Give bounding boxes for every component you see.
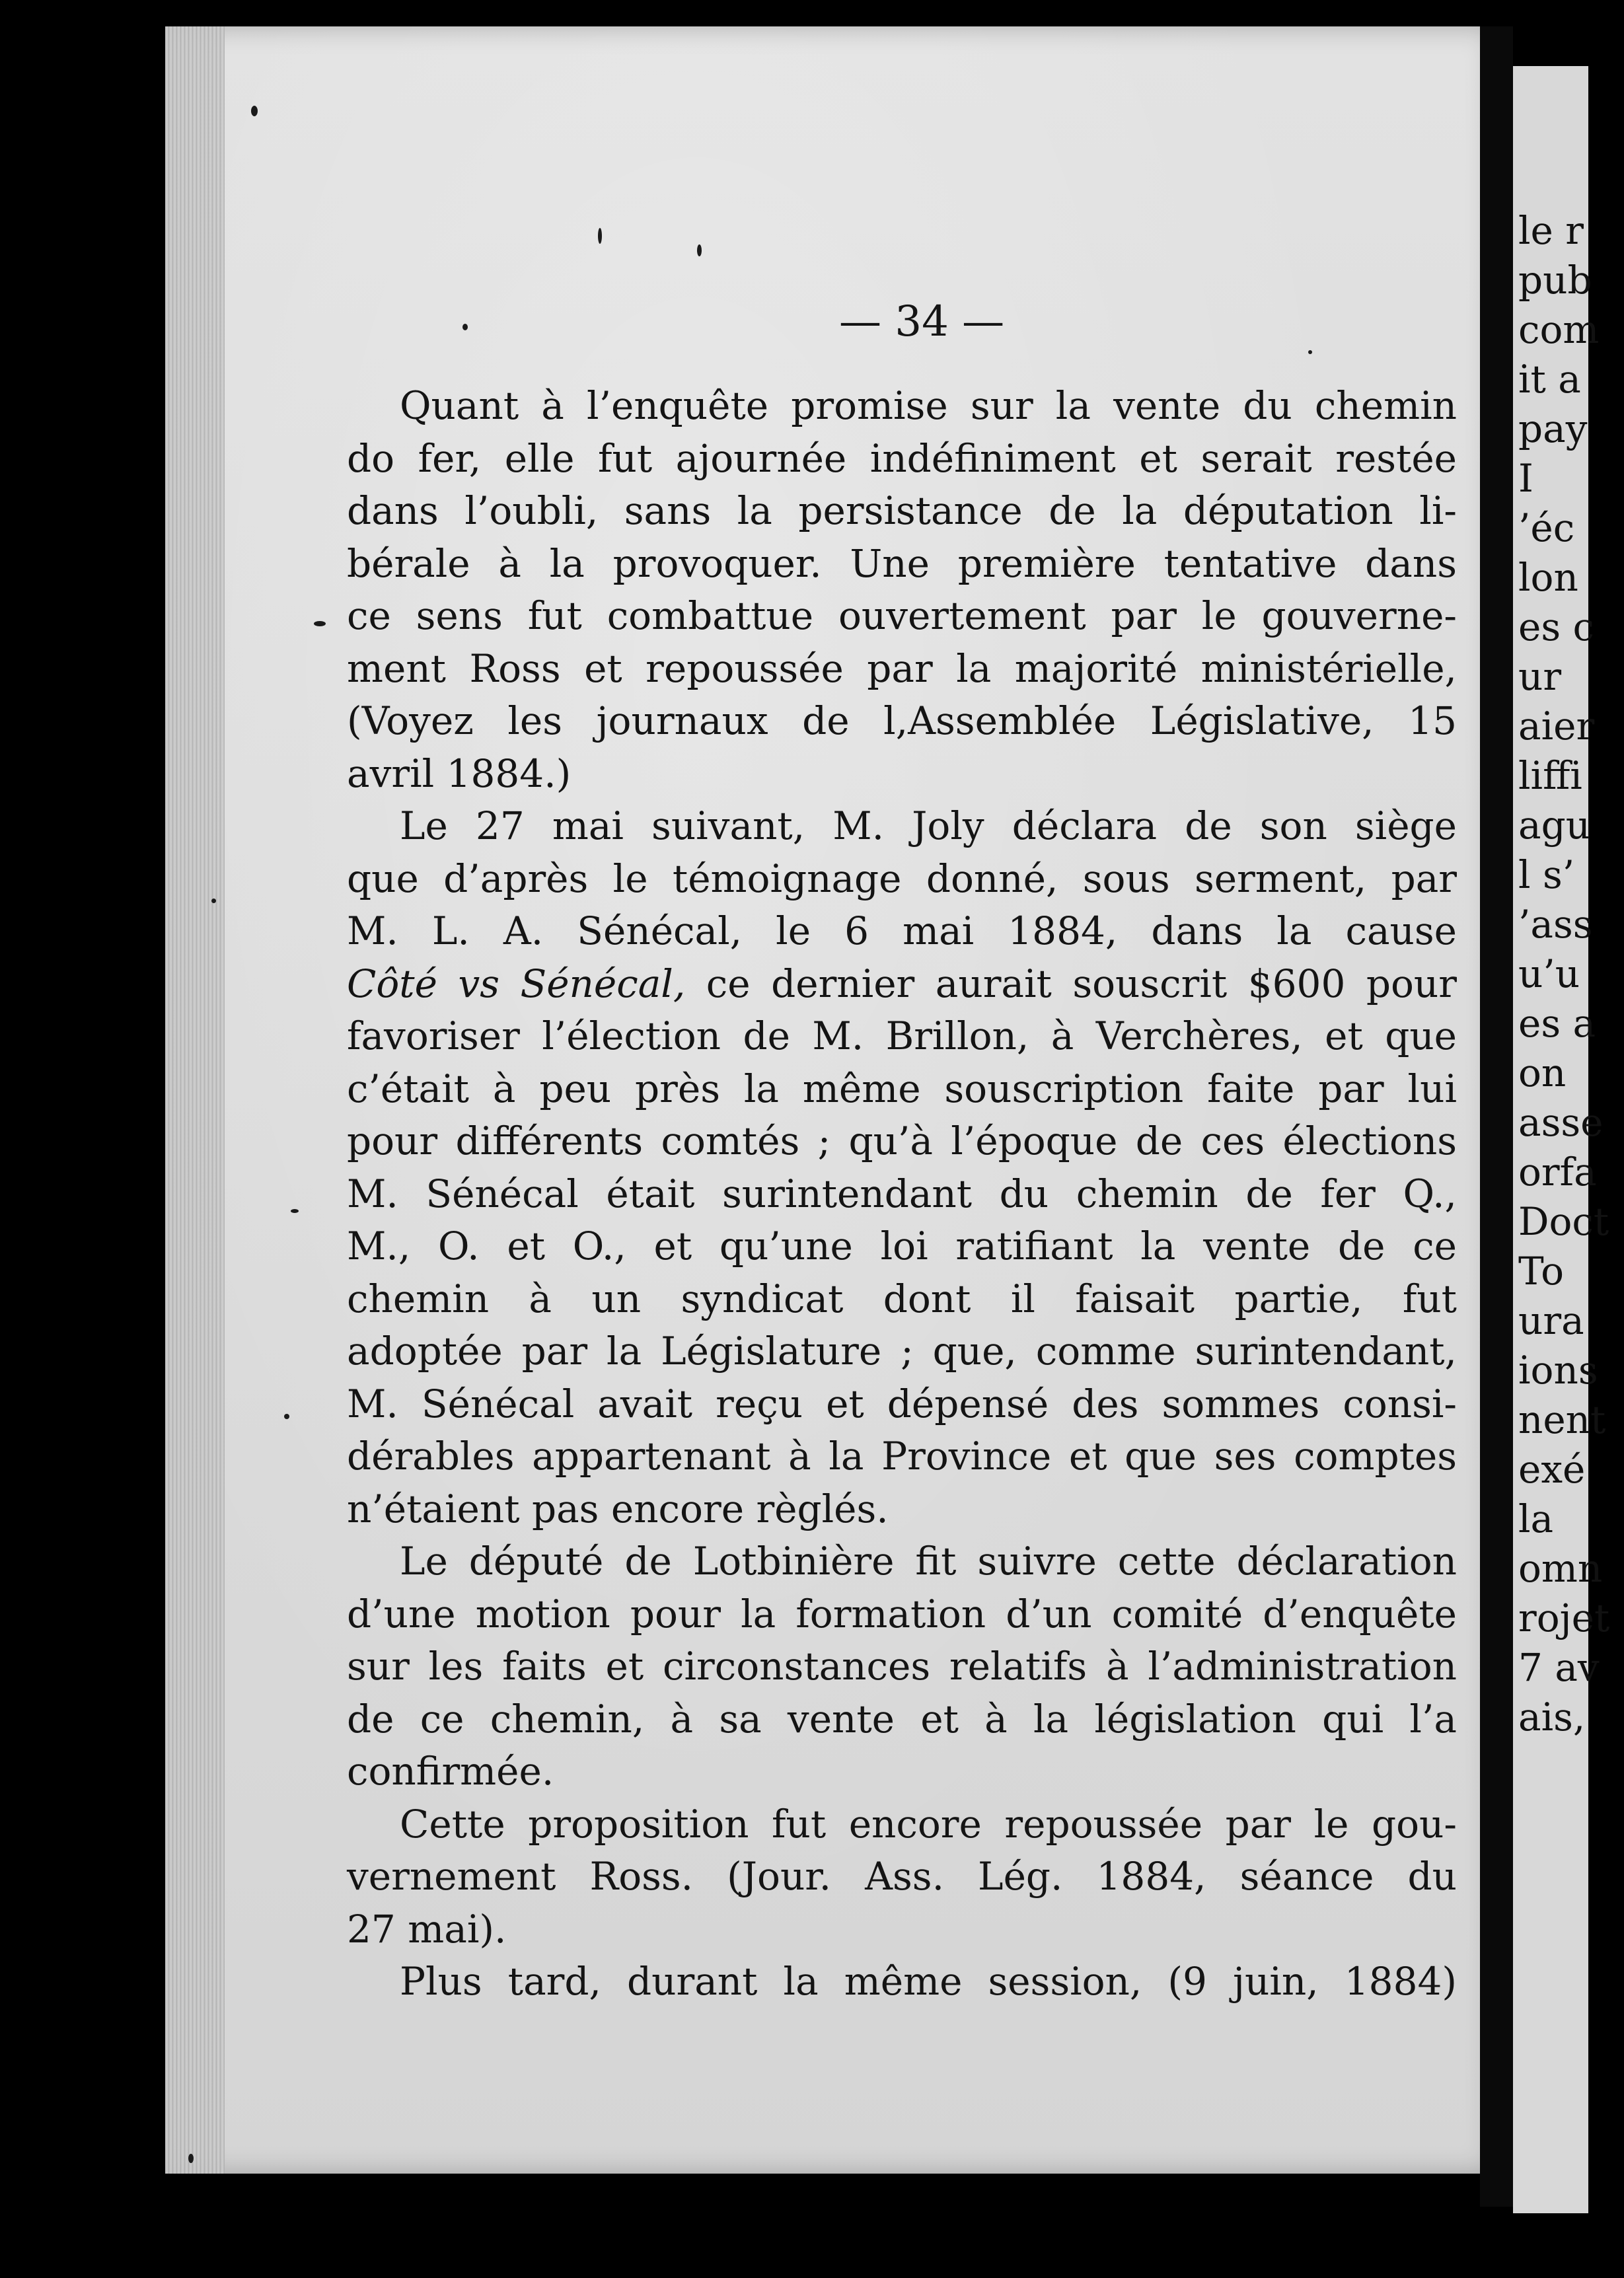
adjacent-page-fragment: ais, — [1518, 1695, 1586, 1740]
text-line: favoriser l’élection de M. Brillon, à Verchères, et que — [347, 1013, 1457, 1058]
text-line: dans l’oubli, sans la persistance de la députation li- — [347, 488, 1457, 533]
text-line: adoptée par la Législature ; que, comme surintendant, — [347, 1329, 1457, 1374]
text-line: do fer, elle fut ajournée indéfiniment et serait restée — [347, 435, 1457, 481]
adjacent-page-fragment: asse — [1518, 1100, 1604, 1145]
text-line: confirmée. — [347, 1749, 554, 1794]
text-line: Côté vs Sénécal, ce dernier aurait souscrit $600 pour — [347, 961, 1457, 1006]
adjacent-page-fragment: To — [1518, 1249, 1565, 1294]
scan-speck — [211, 899, 216, 903]
scan-speck — [462, 324, 468, 330]
adjacent-page-fragment: u’u — [1518, 951, 1580, 996]
adjacent-page-fragment: lon — [1518, 555, 1578, 600]
text-line: n’étaient pas encore règlés. — [347, 1486, 889, 1531]
scan-speck — [251, 106, 258, 116]
text-line: M. L. A. Sénécal, le 6 mai 1884, dans la cause — [347, 908, 1457, 953]
adjacent-page-fragment: ions — [1518, 1348, 1598, 1393]
body-text — [347, 380, 1457, 2008]
scan-speck — [1308, 350, 1312, 354]
adjacent-page-fragment: la — [1518, 1496, 1554, 1541]
adjacent-page-fragment: agu — [1518, 803, 1591, 848]
text-line: ment Ross et repoussée par la majorité ministérielle, — [347, 645, 1457, 691]
text-line: Le député de Lotbinière fit suivre cette déclaration — [400, 1539, 1457, 1584]
text-line: chemin à un syndicat dont il faisait partie, fut — [347, 1276, 1457, 1321]
text-line: M. Sénécal avait reçu et dépensé des sommes consi- — [347, 1381, 1457, 1426]
adjacent-page-fragment: com — [1518, 307, 1600, 352]
text-line: Le 27 mai suivant, M. Joly déclara de son siège — [400, 803, 1457, 848]
text-line: M., O. et O., et qu’une loi ratifiant la vente de ce — [347, 1224, 1457, 1268]
adjacent-page — [1513, 66, 1610, 2213]
text-line: 27 mai). — [347, 1906, 507, 1952]
adjacent-page-fragment: ’éc — [1518, 505, 1575, 550]
adjacent-page-fragment: es c — [1518, 605, 1595, 649]
text-line: Quant à l’enquête promise sur la vente du chemin — [400, 383, 1457, 428]
adjacent-page-fragment: pay — [1518, 406, 1588, 451]
text-line: dérables appartenant à la Province et que ses comptes — [347, 1434, 1457, 1479]
adjacent-page-fragment: le r — [1518, 208, 1584, 253]
scan-speck — [188, 2154, 194, 2163]
scan-speck — [284, 1414, 289, 1419]
adjacent-page-fragment: nent — [1518, 1397, 1606, 1442]
text-line: ce sens fut combattue ouvertement par le gouverne- — [347, 593, 1457, 638]
scan-speck — [291, 1209, 299, 1213]
adjacent-page-fragment: ura — [1518, 1298, 1584, 1343]
adjacent-page-fragment: omn — [1518, 1546, 1603, 1591]
adjacent-page-fragment: orfa — [1518, 1150, 1597, 1194]
adjacent-page-fragment: ur — [1518, 654, 1562, 699]
adjacent-page-fragment: it a — [1518, 357, 1581, 402]
text-line: sur les faits et circonstances relatifs à l’administration — [347, 1644, 1457, 1689]
text-line: vernement Ross. (Jour. Ass. Lég. 1884, séance du — [347, 1854, 1457, 1899]
adjacent-page-fragment: pub — [1518, 258, 1592, 303]
page-edge-stack — [165, 26, 225, 2174]
adjacent-page-fragment: I — [1518, 456, 1533, 501]
adjacent-page-fragment: 7 av — [1518, 1645, 1600, 1690]
text-line: c’était à peu près la même souscription faite par lui — [347, 1066, 1457, 1111]
adjacent-page-fragment: ’ass — [1518, 902, 1593, 947]
text-line: M. Sénécal était surintendant du chemin de fer Q., — [347, 1171, 1457, 1216]
adjacent-page-fragment: exé — [1518, 1447, 1586, 1492]
scan-speck — [598, 228, 602, 244]
scan-speck — [314, 621, 326, 626]
page-number: — 34 — — [839, 297, 1005, 346]
book-gutter — [1480, 26, 1513, 2207]
text-line: bérale à la provoquer. Une première tentative dans — [347, 540, 1457, 586]
text-line: Plus tard, durant la même session, (9 juin, 1884) — [400, 1959, 1457, 2004]
adjacent-page-fragment: aier — [1518, 704, 1595, 749]
text-line: d’une motion pour la formation d’un comité d’enquête — [347, 1591, 1457, 1636]
text-line: que d’après le témoignage donné, sous serment, par — [347, 856, 1457, 901]
text-line: de ce chemin, à sa vente et à la législation qui l’a — [347, 1696, 1457, 1742]
adjacent-page-fragment: es a — [1518, 1001, 1596, 1046]
adjacent-page-fragment: liffi — [1518, 753, 1582, 798]
adjacent-page-fragment: Doct — [1518, 1199, 1609, 1244]
scan-speck — [697, 244, 702, 256]
text-line: Cette proposition fut encore repoussée par le gou- — [400, 1801, 1457, 1847]
text-line: avril 1884.) — [347, 751, 572, 796]
text-line: (Voyez les journaux de l,Assemblée Législative, 15 — [347, 698, 1457, 743]
adjacent-page-fragment: l s’ — [1518, 852, 1575, 897]
adjacent-page-fragment: on — [1518, 1050, 1567, 1095]
text-line: pour différents comtés ; qu’à l’époque de ces élections — [347, 1119, 1457, 1163]
adjacent-page-fragment: rojet — [1518, 1596, 1610, 1640]
